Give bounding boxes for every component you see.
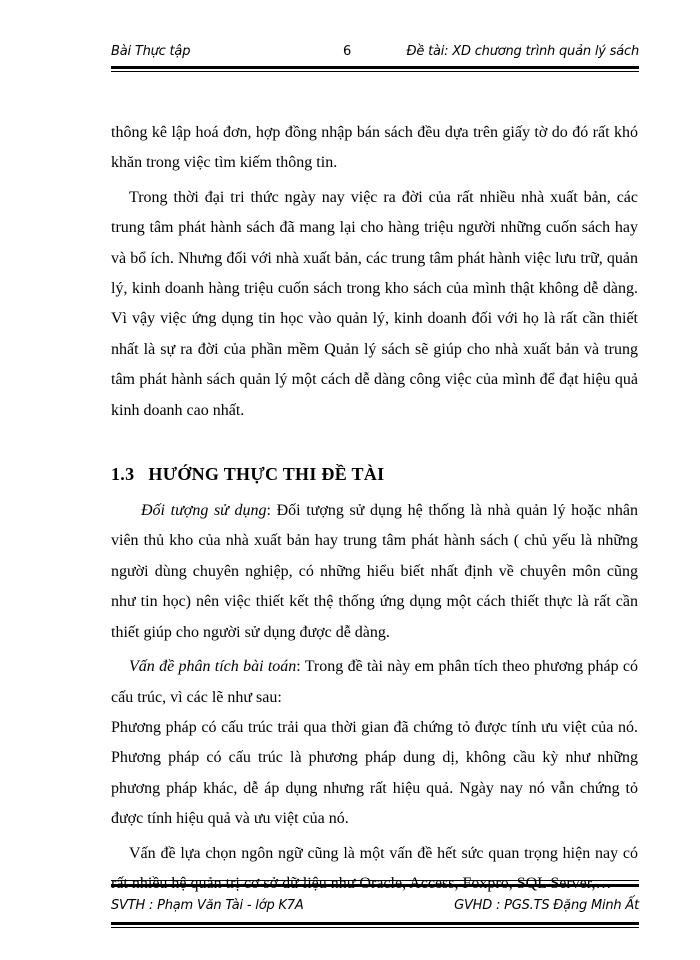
page-body <box>111 118 638 899</box>
header-left-text: Bài Thực tập <box>111 44 191 59</box>
footer-student: SVTH : Phạm Văn Tài - lớp K7A <box>111 898 304 913</box>
paragraph-analysis <box>111 652 638 713</box>
section-heading <box>111 460 638 488</box>
paragraph-1: thông kê lập hoá đơn, hợp đồng nhập bán sách đều dựa trên giấy tờ do đó rất khó khăn trong việc tìm kiếm thông tin. <box>111 124 638 172</box>
page-footer <box>111 898 639 922</box>
footer-bottom-rule-thin <box>111 927 639 928</box>
section-title: HƯỚNG THỰC THI ĐỀ TÀI <box>148 464 385 485</box>
analysis-text: : Trong đề tài này em phân tích theo phương pháp có cấu trúc, vì các lẽ như sau: <box>111 658 638 706</box>
header-rule-thin <box>111 71 639 72</box>
paragraph-users <box>111 496 638 648</box>
header-rule-thick <box>111 66 639 69</box>
users-lead: Đối tượng sử dụng <box>141 502 267 520</box>
header-topic-text: Đề tài: XD chương trình quản lý sách <box>406 44 639 59</box>
footer-bottom-rule-thick <box>111 922 639 925</box>
analysis-lead: Vấn đề phân tích bài toán <box>129 658 297 676</box>
users-text: : Đối tượng sử dụng hệ thống là nhà quản lý hoặc nhân viên thủ kho của nhà xuất bản hay trung tâm phát hành sách ( chủ yếu là những người dùng chuyên nghiệp, có những hiểu biết nhất định về chuyên môn cũng như tin học) nên việc thiết kết thệ thống ứng dụng một cách thiết thực là rất cần thiết giúp cho người sử dụng được dễ dàng. <box>111 502 639 641</box>
page-header <box>111 44 639 68</box>
page-number: 6 <box>343 44 352 59</box>
paragraph-2: Trong thời đại tri thức ngày nay việc ra đời của rất nhiều nhà xuất bản, các trung tâm phát hành sách đã mang lại cho hàng triệu người những cuốn sách hay và bổ ích. Nhưng đối với nhà xuất bản, các trung tâm phát hành việc lưu trữ, quản lý, kinh doanh hàng triệu cuốn sách trong kho sách của mình thật không dễ dàng. Vì vậy việc ứng dụng tin học vào quản lý, kinh doanh đối với họ là rất cần thiết nhất là sự ra đời của phần mềm Quản lý sách sẽ giúp cho nhà xuất bản và trung tâm phát hành sách quản lý một cách dễ dàng công việc của mình để đạt hiệu quả kinh doanh cao nhất. <box>111 188 638 419</box>
paragraph-method: Phương pháp có cấu trúc trải qua thời gian đã chứng tỏ được tính ưu việt của nó. Phương pháp có cấu trúc là phương pháp dung dị, không cầu kỳ như những phương pháp khác, dễ áp dụng nhưng rất hiệu quả. Ngày nay nó vẫn chứng tỏ được tính hiệu quả và ưu việt của nó. <box>111 718 638 828</box>
paragraph-language: Vấn đề lựa chọn ngôn ngữ cũng là một vấn đề hết sức quan trọng hiện nay có <box>129 844 638 862</box>
footer-rule-thick <box>111 884 639 887</box>
section-number: 1.3 <box>111 464 135 485</box>
footer-advisor: GVHD : PGS.TS Đặng Minh Ất <box>454 898 639 913</box>
footer-rule-thin <box>111 880 639 881</box>
